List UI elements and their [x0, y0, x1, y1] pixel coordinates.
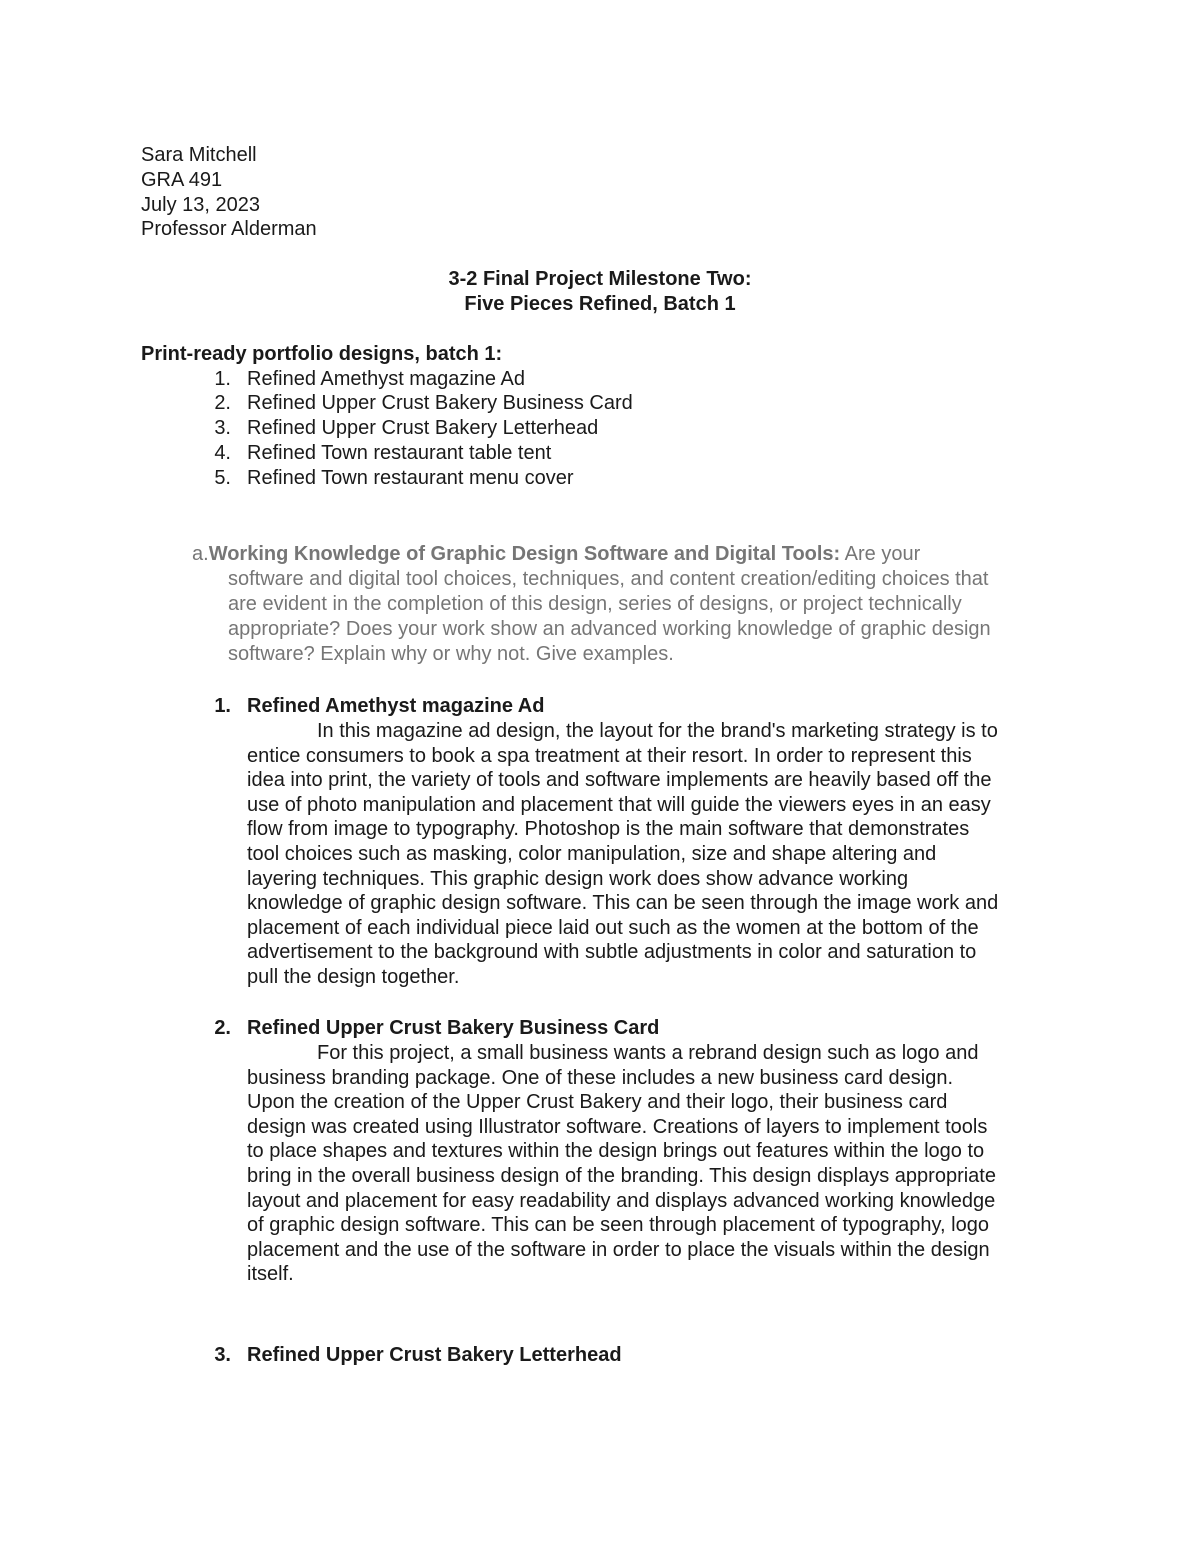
body-line: In this magazine ad design, the layout for the brand's marketing strategy is to: [317, 720, 998, 742]
body-line: For this project, a small business wants a rebrand design such as logo and: [317, 1042, 979, 1064]
body-line: entice consumers to book a spa treatment at their resort. In order to represent this: [247, 744, 972, 767]
section-number: 1.: [214, 695, 231, 717]
section-body: [247, 1041, 1062, 1287]
list-item-label: Refined Town restaurant menu cover: [247, 467, 574, 489]
body-line: tool choices such as masking, color manipulation, size and shape altering and: [247, 842, 937, 865]
list-item-number: 3.: [214, 417, 231, 439]
document-title-line2: Five Pieces Refined, Batch 1: [464, 293, 736, 315]
section-number: 3.: [214, 1344, 231, 1366]
section-heading: Refined Amethyst magazine Ad: [247, 695, 545, 717]
list-item-label: Refined Amethyst magazine Ad: [247, 368, 525, 390]
body-line: advertisement to the background with subtle adjustments in color and saturation to: [247, 941, 977, 964]
criterion-first-line: [192, 542, 920, 567]
list-item-number: 2.: [214, 392, 231, 414]
body-line: of graphic design software. This can be seen through placement of typography, logo: [247, 1214, 989, 1237]
section-number: 2.: [214, 1017, 231, 1039]
body-line: flow from image to typography. Photoshop is the main software that demonstrates: [247, 818, 970, 841]
body-line: layout and placement for easy readability and displays advanced working knowledge: [247, 1189, 996, 1212]
body-line: itself.: [247, 1263, 294, 1286]
criterion-letter: a.: [192, 543, 209, 565]
list-item-label: Refined Upper Crust Bakery Business Card: [247, 392, 633, 414]
body-line: use of photo manipulation and placement that will guide the viewers eyes in an easy: [247, 793, 991, 816]
designs-heading: Print-ready portfolio designs, batch 1:: [141, 343, 503, 365]
criterion-line: software? Explain why or why not. Give examples.: [228, 643, 674, 665]
list-item-label: Refined Upper Crust Bakery Letterhead: [247, 417, 599, 439]
body-line: bring in the overall business design of the branding. This design displays appropriate: [247, 1164, 996, 1187]
document-title-line1: 3-2 Final Project Milestone Two:: [448, 268, 752, 290]
body-line: placement of each individual piece laid out such as the women at the bottom of the: [247, 916, 979, 939]
author-name: Sara Mitchell: [141, 144, 257, 166]
criterion-line: are evident in the completion of this design, series of designs, or project technically: [228, 593, 962, 615]
section-heading: Refined Upper Crust Bakery Business Card: [247, 1017, 660, 1039]
body-line: design was created using Illustrator software. Creations of layers to implement tools: [247, 1115, 988, 1138]
body-line: pull the design together.: [247, 965, 460, 988]
list-item-number: 4.: [214, 442, 231, 464]
list-item-label: Refined Town restaurant table tent: [247, 442, 552, 464]
body-line: idea into print, the variety of tools and software implements are heavily based off the: [247, 769, 992, 792]
document-date: July 13, 2023: [141, 194, 260, 216]
course-code: GRA 491: [141, 169, 223, 191]
criterion-line: appropriate? Does your work show an advanced working knowledge of graphic design: [228, 618, 991, 640]
criterion-heading: Working Knowledge of Graphic Design Software and Digital Tools:: [208, 543, 841, 565]
body-line: to place shapes and textures within the design brings out features within the logo to: [247, 1140, 985, 1163]
body-line: layering techniques. This graphic design work does show advance working: [247, 867, 909, 890]
list-item-number: 1.: [214, 368, 231, 390]
body-line: knowledge of graphic design software. This can be seen through the image work and: [247, 892, 999, 915]
list-item-number: 5.: [214, 467, 231, 489]
body-line: placement and the use of the software in order to place the visuals within the design: [247, 1238, 990, 1261]
criterion-line: Are your: [844, 543, 921, 565]
body-line: business branding package. One of these includes a new business card design.: [247, 1066, 954, 1089]
professor-name: Professor Alderman: [141, 218, 317, 240]
criterion-line: software and digital tool choices, techniques, and content creation/editing choices that: [228, 568, 989, 590]
section-body: [247, 719, 1062, 990]
section-heading: Refined Upper Crust Bakery Letterhead: [247, 1344, 622, 1366]
body-line: Upon the creation of the Upper Crust Bakery and their logo, their business card: [247, 1091, 948, 1114]
